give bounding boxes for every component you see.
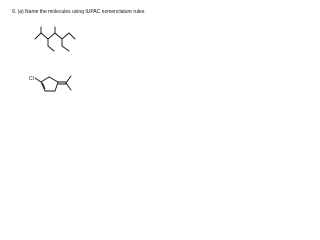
homework-page (0, 0, 200, 120)
bond (41, 77, 49, 82)
bond (62, 46, 69, 51)
bond (55, 82, 58, 91)
bond (35, 78, 41, 82)
bond (41, 33, 48, 39)
chlorine-label: Cl (29, 76, 34, 82)
bond (62, 33, 69, 39)
molecule-1-structure (28, 26, 84, 54)
molecule-2-structure (27, 72, 81, 100)
bond (48, 46, 54, 51)
bond (55, 33, 62, 39)
bond (69, 33, 75, 39)
bond (49, 77, 58, 82)
bond (66, 76, 71, 83)
bond (66, 83, 71, 90)
bond (35, 33, 41, 39)
question-prompt: 9. (a) Name the molecules using IUPAC nomenclature rules. (12, 9, 146, 15)
bond (48, 33, 55, 39)
